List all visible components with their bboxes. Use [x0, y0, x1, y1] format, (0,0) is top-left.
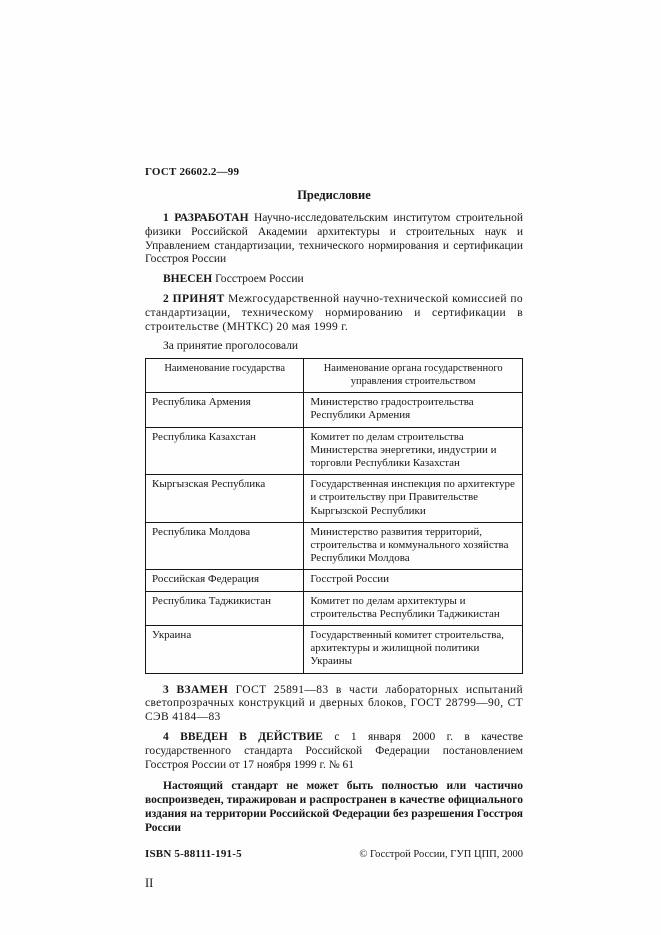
reproduction-notice: Настоящий стандарт не может быть полностью или частично воспроизведен, тиражирован и распространен в качестве официального издания на территории Российской Федерации без разрешения Госстроя России	[145, 780, 523, 834]
cell-authority: Госстрой России	[304, 570, 523, 591]
table-row-ukraine	[146, 626, 523, 674]
paragraph-voted	[145, 340, 523, 354]
paragraph-developed-text: Научно-исследовательским институтом строительной физики Российской Академии архитектуры и строительных наук и Управлением стандартизации, технического нормирования и сертификации Госстроя России	[145, 212, 523, 266]
paragraph-submitted-lead: ВНЕСЕН	[163, 273, 213, 286]
copyright-notice: © Госстрой России, ГУП ЦПП, 2000	[359, 848, 523, 860]
cell-authority: Министерство развития территорий, строительства и коммунального хозяйства Республики Молдова	[304, 522, 523, 570]
paragraph-adopted-text: Межгосударственной научно-технической комиссией по стандартизации, техническому нормированию и сертификации в строительстве (МНТКС) 20 мая 1999 г.	[145, 292, 523, 333]
paragraph-replaces-text: ГОСТ 25891—83 в части лабораторных испытаний светопрозрачных конструкций и дверных блоков, ГОСТ 28799—90, СТ СЭВ 4184—83	[145, 683, 523, 724]
vote-table	[145, 358, 523, 673]
cell-country: Республика Армения	[146, 393, 304, 427]
page-title: Предисловие	[297, 188, 371, 202]
page-content	[145, 166, 523, 891]
vote-table-header-row	[146, 359, 523, 393]
paragraph-adopted-lead: 2 ПРИНЯТ	[163, 292, 225, 305]
paragraph-developed-lead: 1 РАЗРАБОТАН	[163, 212, 249, 224]
paragraph-voted-text: За принятие проголосовали	[163, 340, 299, 353]
table-row-kyrgyzstan	[146, 475, 523, 523]
paragraph-submitted-text: Госстроем России	[215, 273, 304, 286]
cell-country: Республика Таджикистан	[146, 591, 304, 625]
cell-country: Украина	[146, 626, 304, 674]
cell-country: Республика Казахстан	[146, 427, 304, 475]
cell-country: Республика Молдова	[146, 522, 304, 570]
cell-authority: Государственный комитет строительства, архитектуры и жилищной политики Украины	[304, 626, 523, 674]
cell-authority: Комитет по делам архитектуры и строительства Республики Таджикистан	[304, 591, 523, 625]
column-header-state: Наименование государства	[146, 359, 304, 393]
cell-authority: Министерство градостроительства Республики Армения	[304, 393, 523, 427]
paragraph-replaces	[145, 684, 523, 725]
doc-number: ГОСТ 26602.2—99	[145, 166, 240, 178]
page-number: II	[145, 875, 154, 890]
imprint-line	[145, 848, 523, 860]
table-row-armenia	[146, 393, 523, 427]
cell-country: Кыргызская Республика	[146, 475, 304, 523]
cell-authority: Комитет по делам строительства Министерства энергетики, индустрии и торговли Республики Казахстан	[304, 427, 523, 475]
paragraph-effective-text: с 1 января 2000 г. в качестве государственного стандарта Российской Федерации постановлением Госстроя России от 17 ноября 1999 г. № 61	[145, 731, 524, 771]
cell-authority: Государственная инспекция по архитектуре и строительству при Правительстве Кыргызской Республики	[304, 475, 523, 523]
column-header-authority: Наименование органа государственного управления строительством	[304, 359, 523, 393]
paragraph-submitted	[145, 273, 523, 287]
paragraph-adopted	[145, 293, 523, 334]
table-row-moldova	[146, 522, 523, 570]
paragraph-developed	[145, 212, 523, 267]
table-row-russia	[146, 570, 523, 591]
table-row-tajikistan	[146, 591, 523, 625]
cell-country: Российская Федерация	[146, 570, 304, 591]
paragraph-effective	[145, 731, 523, 772]
paragraph-effective-lead: 4 ВВЕДЕН В ДЕЙСТВИЕ	[163, 731, 323, 744]
table-row-kazakhstan	[146, 427, 523, 475]
paragraph-replaces-lead: 3 ВЗАМЕН	[163, 683, 229, 696]
isbn: ISBN 5-88111-191-5	[145, 847, 242, 860]
